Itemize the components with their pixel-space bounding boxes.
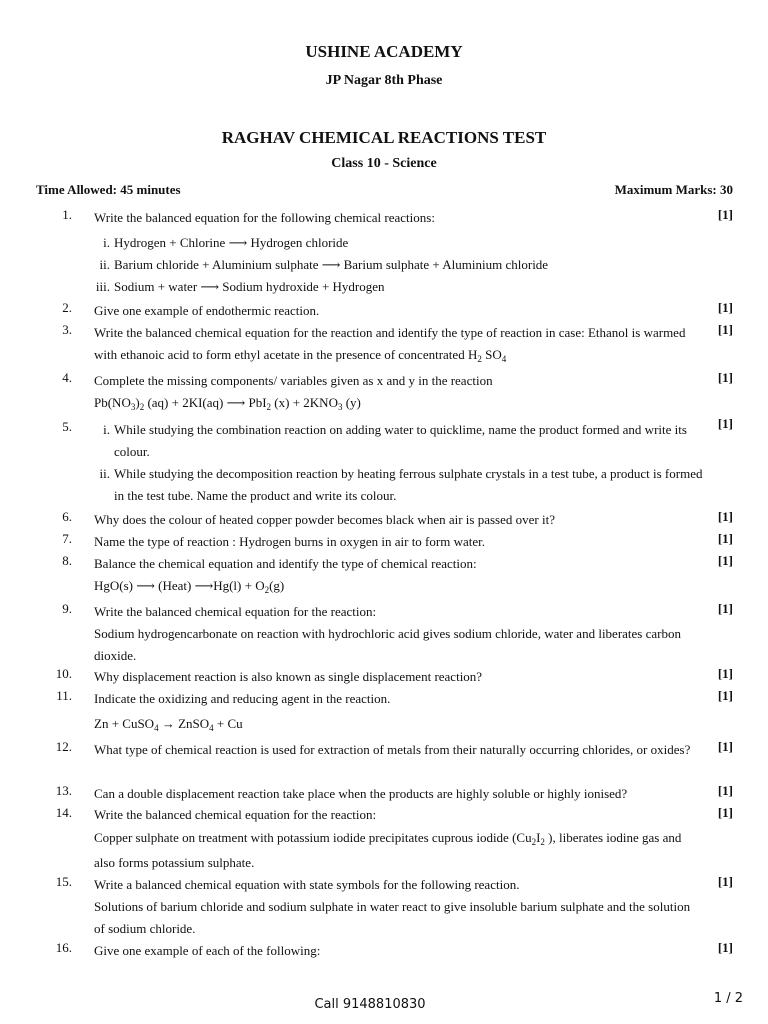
question-text: What type of chemical reaction is used for extraction of metals from their naturally occurring chlorides, or oxides? xyxy=(94,742,691,757)
question-text: Balance the chemical equation and identify the type of chemical reaction: xyxy=(94,556,477,571)
question-number: 3. xyxy=(62,322,72,337)
reaction-equation: HgO(s) ⟶ (Heat) ⟶Hg(l) + $O_2(g)$ xyxy=(94,578,285,595)
question-text: Give one example of endothermic reaction. xyxy=(94,303,320,318)
test-title: RAGHAV CHEMICAL REACTIONS TEST xyxy=(221,128,547,147)
question-text: Write the balanced equation for the following chemical reactions: xyxy=(94,210,435,225)
question-number: 13. xyxy=(55,783,72,798)
question-number: 16. xyxy=(55,940,72,955)
sub-question: i. Hydrogen + Chlorine ⟶ Hydrogen chloride xyxy=(103,235,349,250)
marks-label: [1] xyxy=(717,783,733,798)
marks-label: [1] xyxy=(717,874,733,889)
question-text: Write the balanced chemical equation for the reaction: xyxy=(94,604,377,619)
reaction-equation: Zn + CuSO$_4$ → ZnSO$_4$ + Cu xyxy=(94,716,243,733)
sub-question: iii. Sodium + water ⟶ Sodium hydroxide + Hydrogen xyxy=(95,279,385,294)
question-number: 6. xyxy=(62,509,72,524)
sub-question: ii. Barium chloride + Aluminium sulphate ⟶ Barium sulphate + Aluminium chloride xyxy=(99,257,549,272)
marks-label: [1] xyxy=(717,601,733,616)
marks-label: [1] xyxy=(717,739,733,754)
question-number: 2. xyxy=(62,300,72,315)
marks-label: [1] xyxy=(717,509,733,524)
question-detail: Copper sulphate on treatment with potassium iodide precipitates cuprous iodide ($Cu_2I_2$ ), liberates iodine gas and also forms potassium sulphate. xyxy=(94,830,682,870)
question-text: Why does the colour of heated copper powder becomes black when air is passed over it? xyxy=(94,512,555,527)
question-number: 10. xyxy=(55,666,72,681)
page-number: 1 / 2 xyxy=(713,991,743,1006)
question-number: 15. xyxy=(55,874,72,889)
question-text: Give one example of each of the following: xyxy=(94,943,321,958)
marks-label: [1] xyxy=(717,207,733,222)
marks-label: [1] xyxy=(717,322,733,337)
marks-label: [1] xyxy=(717,688,733,703)
question-number: 14. xyxy=(55,805,72,820)
question-detail: Sodium hydrogencarbonate on reaction with hydrochloric acid gives sodium chloride, water and liberates carbon dioxide. xyxy=(94,626,681,663)
question-text: Write a balanced chemical equation with state symbols for the following reaction. xyxy=(94,877,520,892)
question-text: Complete the missing components/ variables given as x and y in the reaction xyxy=(94,373,493,388)
question-text: Name the type of reaction : Hydrogen burns in oxygen in air to form water. xyxy=(94,534,485,549)
question-number: 9. xyxy=(62,601,72,616)
marks-label: [1] xyxy=(717,531,733,546)
question-text: Indicate the oxidizing and reducing agent in the reaction. xyxy=(94,691,391,706)
question-number: 11. xyxy=(56,688,72,703)
marks-label: [1] xyxy=(717,416,733,431)
maximum-marks: Maximum Marks: 30 xyxy=(614,182,733,197)
class-line: Class 10 - Science xyxy=(331,156,437,171)
marks-label: [1] xyxy=(717,666,733,681)
question-number: 5. xyxy=(62,419,72,434)
branch-name: JP Nagar 8th Phase xyxy=(325,73,443,88)
question-text: Can a double displacement reaction take place when the products are highly soluble or highly ionised? xyxy=(94,786,628,801)
sub-question: ii. While studying the decomposition reaction by heating ferrous sulphate crystals in a test tube, a product is formed in the test tube. Name the product and write its colour. xyxy=(99,466,703,503)
sub-question: i. While studying the combination reaction on adding water to quicklime, name the product formed and write its colour. xyxy=(103,422,687,459)
school-name: USHINE ACADEMY xyxy=(305,42,463,61)
question-number: 4. xyxy=(62,370,72,385)
question-detail: Solutions of barium chloride and sodium sulphate in water react to give insoluble barium sulphate and the solution of sodium chloride. xyxy=(94,899,691,936)
marks-label: [1] xyxy=(717,370,733,385)
marks-label: [1] xyxy=(717,940,733,955)
marks-label: [1] xyxy=(717,805,733,820)
question-number: 8. xyxy=(62,553,72,568)
question-number: 7. xyxy=(62,531,72,546)
marks-label: [1] xyxy=(717,300,733,315)
question-text: Write the balanced chemical equation for the reaction and identify the type of reaction in case: Ethanol is warmed with ethanoic acid to form ethyl acetate in the presence of concentrated $H_2$ $SO_4$ xyxy=(94,325,686,364)
question-text: Why displacement reaction is also known as single displacement reaction? xyxy=(94,669,483,684)
question-text: Write the balanced chemical equation for the reaction: xyxy=(94,807,377,822)
footer-contact: Call 9148810830 xyxy=(314,997,426,1012)
question-number: 12. xyxy=(55,739,72,754)
time-allowed: Time Allowed: 45 minutes xyxy=(36,182,181,197)
question-number: 1. xyxy=(62,207,72,222)
reaction-equation: $Pb(NO_3)_2$ (aq) + 2KI(aq) ⟶ PbI$_2$ $(x) + 2KNO_3$ (y) xyxy=(94,395,361,412)
marks-label: [1] xyxy=(717,553,733,568)
